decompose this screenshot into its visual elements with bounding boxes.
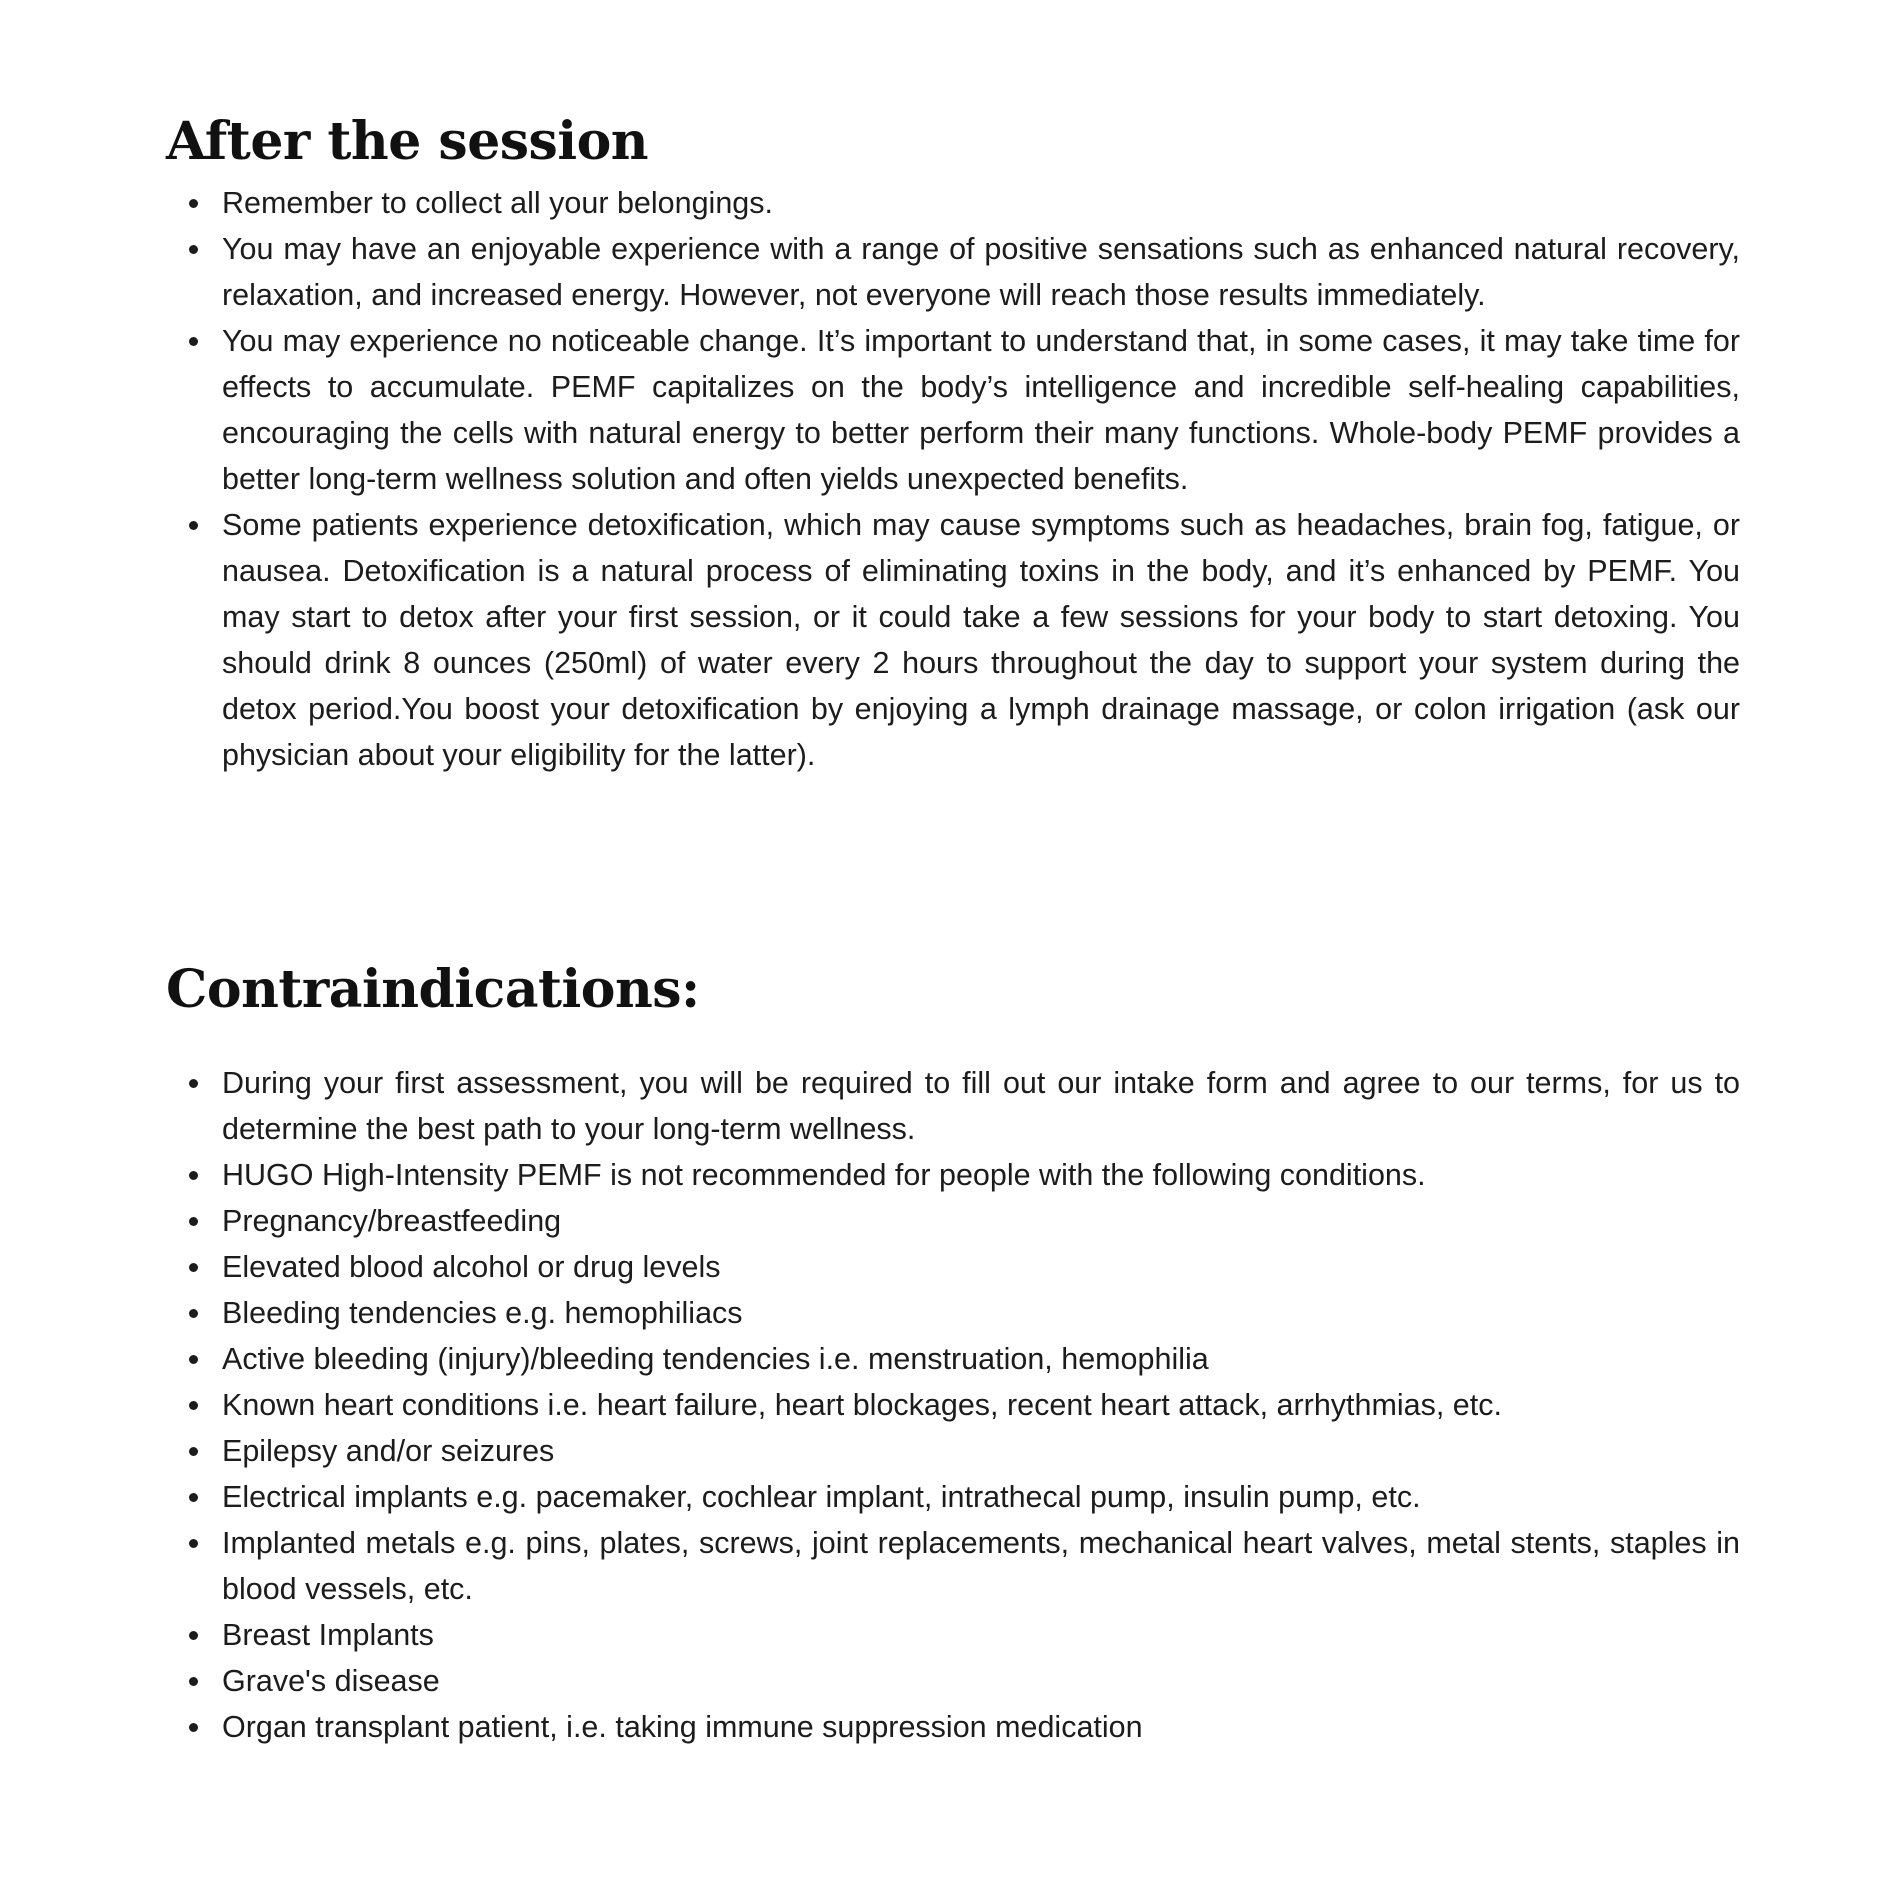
- bullet-icon: [189, 1631, 198, 1640]
- bullet-icon: [189, 1171, 198, 1180]
- list-item-text: Pregnancy/breastfeeding: [222, 1204, 562, 1238]
- list-item: [166, 318, 1740, 502]
- bullet-icon: [189, 1401, 198, 1410]
- list-item: [166, 1244, 1740, 1290]
- contraindications-heading: Contraindications:: [166, 959, 700, 1020]
- bullet-icon: [189, 1677, 198, 1686]
- list-item: [166, 1060, 1740, 1152]
- list-item-text: Elevated blood alcohol or drug levels: [222, 1250, 721, 1284]
- list-item: [166, 1336, 1740, 1382]
- list-item-text: Known heart conditions i.e. heart failure, heart blockages, recent heart attack, arrhythmias, etc.: [222, 1388, 1502, 1422]
- list-item: [166, 502, 1740, 778]
- bullet-icon: [189, 1493, 198, 1502]
- list-item-text: Implanted metals e.g. pins, plates, screws, joint replacements, mechanical heart valves, metal stents, staples in blood vessels, etc.: [222, 1526, 1740, 1606]
- bullet-icon: [189, 337, 198, 346]
- list-item-text: You may have an enjoyable experience with a range of positive sensations such as enhanced natural recovery, relaxation, and increased energy. However, not everyone will reach those results immediately.: [222, 232, 1740, 312]
- after-session-section: [166, 104, 1740, 778]
- bullet-icon: [189, 1723, 198, 1732]
- list-item: [166, 1612, 1740, 1658]
- bullet-icon: [189, 199, 198, 208]
- list-item: [166, 1474, 1740, 1520]
- bullet-icon: [189, 1217, 198, 1226]
- contraindications-list: [166, 1060, 1740, 1750]
- list-item-text: Remember to collect all your belongings.: [222, 186, 773, 220]
- bullet-icon: [189, 245, 198, 254]
- list-item-text: Bleeding tendencies e.g. hemophiliacs: [222, 1296, 743, 1330]
- bullet-icon: [189, 1355, 198, 1364]
- list-item-text: You may experience no noticeable change. It’s important to understand that, in some cases, it may take time for effects to accumulate. PEMF capitalizes on the body’s intelligence and incredible self-healing capabilities, encouraging the cells with natural energy to better perform their many functions. Whole-body PEMF provides a better long-term wellness solution and often yields unexpected benefits.: [222, 324, 1740, 496]
- list-item-text: Some patients experience detoxification, which may cause symptoms such as headaches, brain fog, fatigue, or nausea. Detoxification is a natural process of eliminating toxins in the body, and it’s enhanced by PEMF. You may start to detox after your first session, or it could take a few sessions for your body to start detoxing. You should drink 8 ounces (250ml) of water every 2 hours throughout the day to support your system during the detox period.You boost your detoxification by enjoying a lymph drainage massage, or colon irrigation (ask our physician about your eligibility for the latter).: [222, 508, 1740, 772]
- list-item: [166, 1198, 1740, 1244]
- list-item-text: HUGO High-Intensity PEMF is not recommended for people with the following conditions.: [222, 1158, 1426, 1192]
- list-item-text: During your first assessment, you will be required to fill out our intake form and agree to our terms, for us to determine the best path to your long-term wellness.: [222, 1066, 1740, 1146]
- bullet-icon: [189, 1539, 198, 1548]
- contraindications-section: [166, 952, 1740, 1750]
- list-item-text: Electrical implants e.g. pacemaker, cochlear implant, intrathecal pump, insulin pump, etc.: [222, 1480, 1421, 1514]
- list-item-text: Grave's disease: [222, 1664, 440, 1698]
- bullet-icon: [189, 1263, 198, 1272]
- list-item: [166, 1520, 1740, 1612]
- after-session-list: [166, 180, 1740, 778]
- bullet-icon: [189, 1079, 198, 1088]
- list-item: [166, 1152, 1740, 1198]
- list-item-text: Epilepsy and/or seizures: [222, 1434, 555, 1468]
- list-item: [166, 1658, 1740, 1704]
- list-item: [166, 1428, 1740, 1474]
- list-item-text: Active bleeding (injury)/bleeding tendencies i.e. menstruation, hemophilia: [222, 1342, 1209, 1376]
- list-item: [166, 180, 1740, 226]
- bullet-icon: [189, 1447, 198, 1456]
- list-item: [166, 1290, 1740, 1336]
- list-item: [166, 226, 1740, 318]
- bullet-icon: [189, 1309, 198, 1318]
- after-session-heading: After the session: [166, 111, 649, 172]
- list-item-text: Organ transplant patient, i.e. taking immune suppression medication: [222, 1710, 1143, 1744]
- list-item-text: Breast Implants: [222, 1618, 434, 1652]
- bullet-icon: [189, 521, 198, 530]
- list-item: [166, 1382, 1740, 1428]
- list-item: [166, 1704, 1740, 1750]
